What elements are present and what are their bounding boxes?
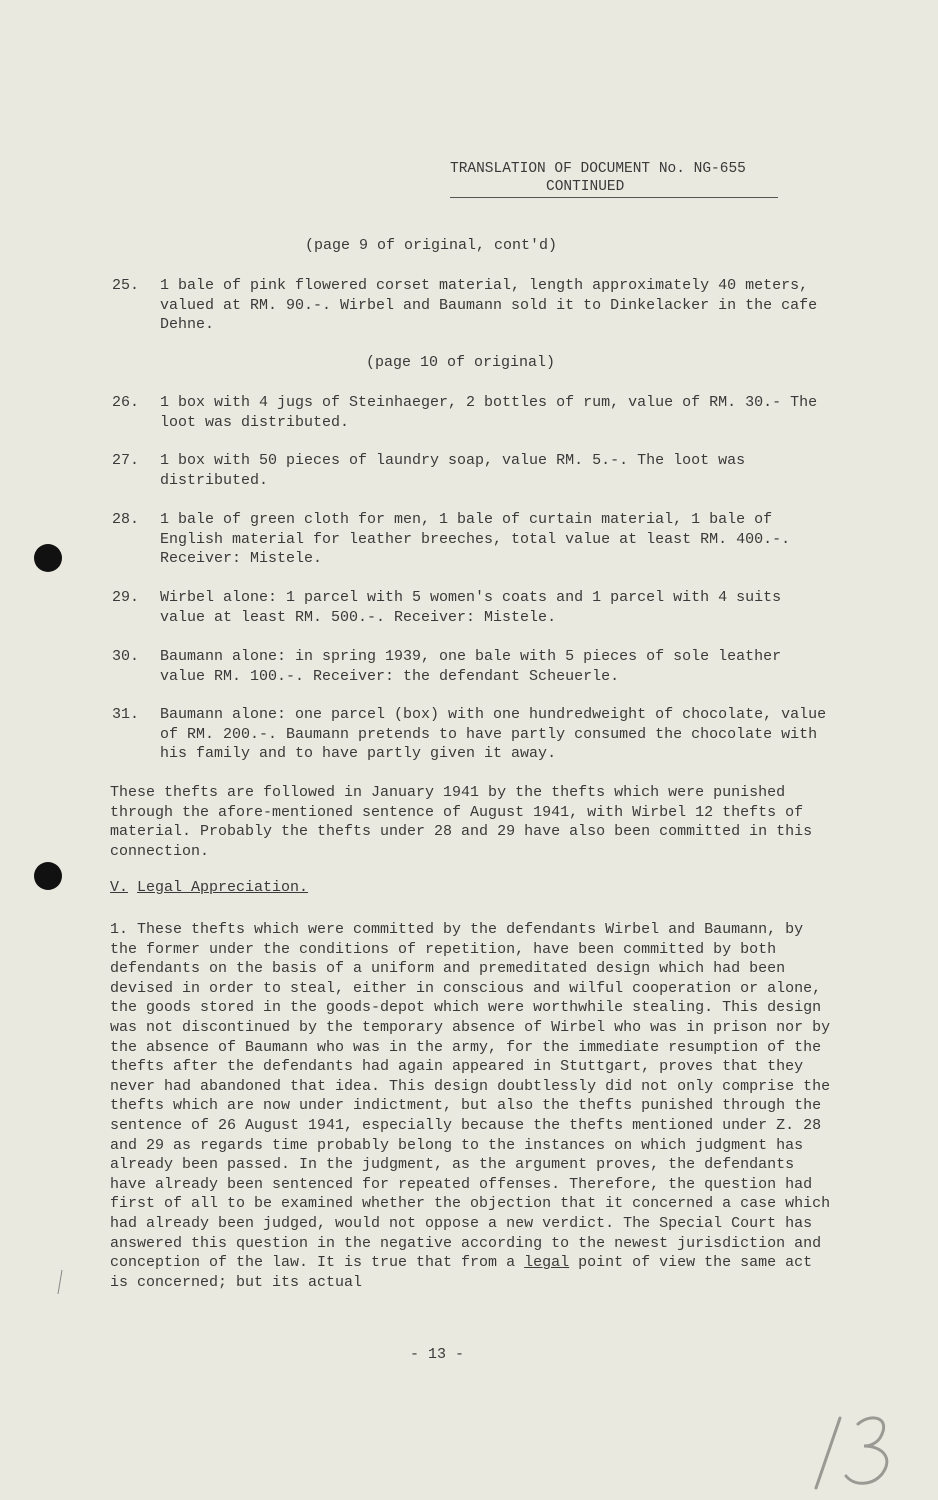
item-number: 25. (112, 277, 140, 294)
item-text: 1 bale of pink flowered corset material, length approximately 40 meters, valued at RM. 90.-. Wirbel and Baumann sold it to Dinkelacker in the cafe Dehne. (160, 277, 818, 334)
punch-hole-top (34, 544, 62, 572)
item-text: 1 bale of green cloth for men, 1 bale of curtain material, 1 bale of English material for leather breeches, total value at least RM. 400.-. Receiver: Mistele. (160, 511, 791, 568)
header-rule (450, 197, 778, 198)
section-heading (110, 878, 308, 898)
legal-text-after: point of view the same act is concerned; but its actual (110, 1254, 813, 1291)
item-number: 27. (112, 452, 140, 469)
page-note-10: (page 10 of original) (366, 354, 556, 371)
handwritten-page-number (806, 1408, 916, 1492)
item-text: Baumann alone: one parcel (box) with one hundredweight of chocolate, value of RM. 200.-. Baumann pretends to have partly consumed the chocolate with his family and to have partly given it away. (160, 706, 827, 763)
header-continued: CONTINUED (546, 179, 625, 195)
list-item (112, 276, 832, 335)
list-item (112, 647, 832, 686)
item-number: 26. (112, 394, 140, 411)
legal-text-before: 1. These thefts which were committed by the defendants Wirbel and Baumann, by the former under the conditions of repetition, have been committed by both defendants on the basis of a uniform and premeditated design which had been devised in order to steal, either in conscious and wilful cooperation or alone, the goods stored in the goods-depot which were worthwhile stealing. This design was not discontinued by the temporary absence of Wirbel who was in prison nor by the absence of Baumann who was in the army, for the immediate resumption of the thefts after the defendants had again appeared in Stuttgart, proves that they never had abandoned that idea. This design doubtlessly did not only comprise the thefts which are now under indictment, but also the thefts punished through the sentence of 26 August 1941, especially because the thefts mentioned under Z. 28 and 29 as regards time probably belong to the instances on which judgment has already been passed. In the judgment, as the argument proves, the defendants have already been sentenced for repeated offenses. Therefore, the question had first of all to be examined whether the objection that it concerned a case which had already been judged, would not oppose a new verdict. The Special Court has answered this question in the negative according to the newest jurisdiction and conception of the law. It is true that from a (110, 921, 831, 1272)
page-note-9: (page 9 of original, cont'd) (305, 237, 558, 254)
item-text: 1 box with 4 jugs of Steinhaeger, 2 bottles of rum, value of RM. 30.- The loot was distributed. (160, 394, 818, 431)
item-text: Wirbel alone: 1 parcel with 5 women's coats and 1 parcel with 4 suits value at least RM. 500.-. Receiver: Mistele. (160, 589, 782, 626)
list-item (112, 705, 832, 764)
item-number: 29. (112, 589, 140, 606)
item-number: 30. (112, 648, 140, 665)
thefts-paragraph: These thefts are followed in January 1941 by the thefts which were punished through the afore-mentioned sentence of August 1941, with Wirbel 12 thefts of material. Probably the thefts under 28 and 29 have also been committed in this connection. (110, 784, 813, 860)
section-number: V. (110, 879, 129, 896)
section-title: Legal Appreciation. (137, 879, 309, 896)
punch-hole-bottom (34, 862, 62, 890)
pencil-mark (56, 1268, 64, 1296)
item-text: Baumann alone: in spring 1939, one bale with 5 pieces of sole leather value RM. 100.-. Receiver: the defendant Scheuerle. (160, 648, 782, 685)
list-item (112, 451, 832, 490)
page-number: - 13 - (410, 1346, 465, 1363)
list-item (112, 510, 832, 569)
list-item (112, 588, 832, 627)
legal-paragraph (110, 920, 834, 1292)
item-number: 28. (112, 511, 140, 528)
document-header (450, 160, 780, 198)
item-number: 31. (112, 706, 140, 723)
item-text: 1 box with 50 pieces of laundry soap, value RM. 5.-. The loot was distributed. (160, 452, 746, 489)
legal-underlined-word: legal (524, 1254, 570, 1272)
list-item (112, 393, 832, 432)
header-title: TRANSLATION OF DOCUMENT No. NG-655 (450, 161, 746, 177)
